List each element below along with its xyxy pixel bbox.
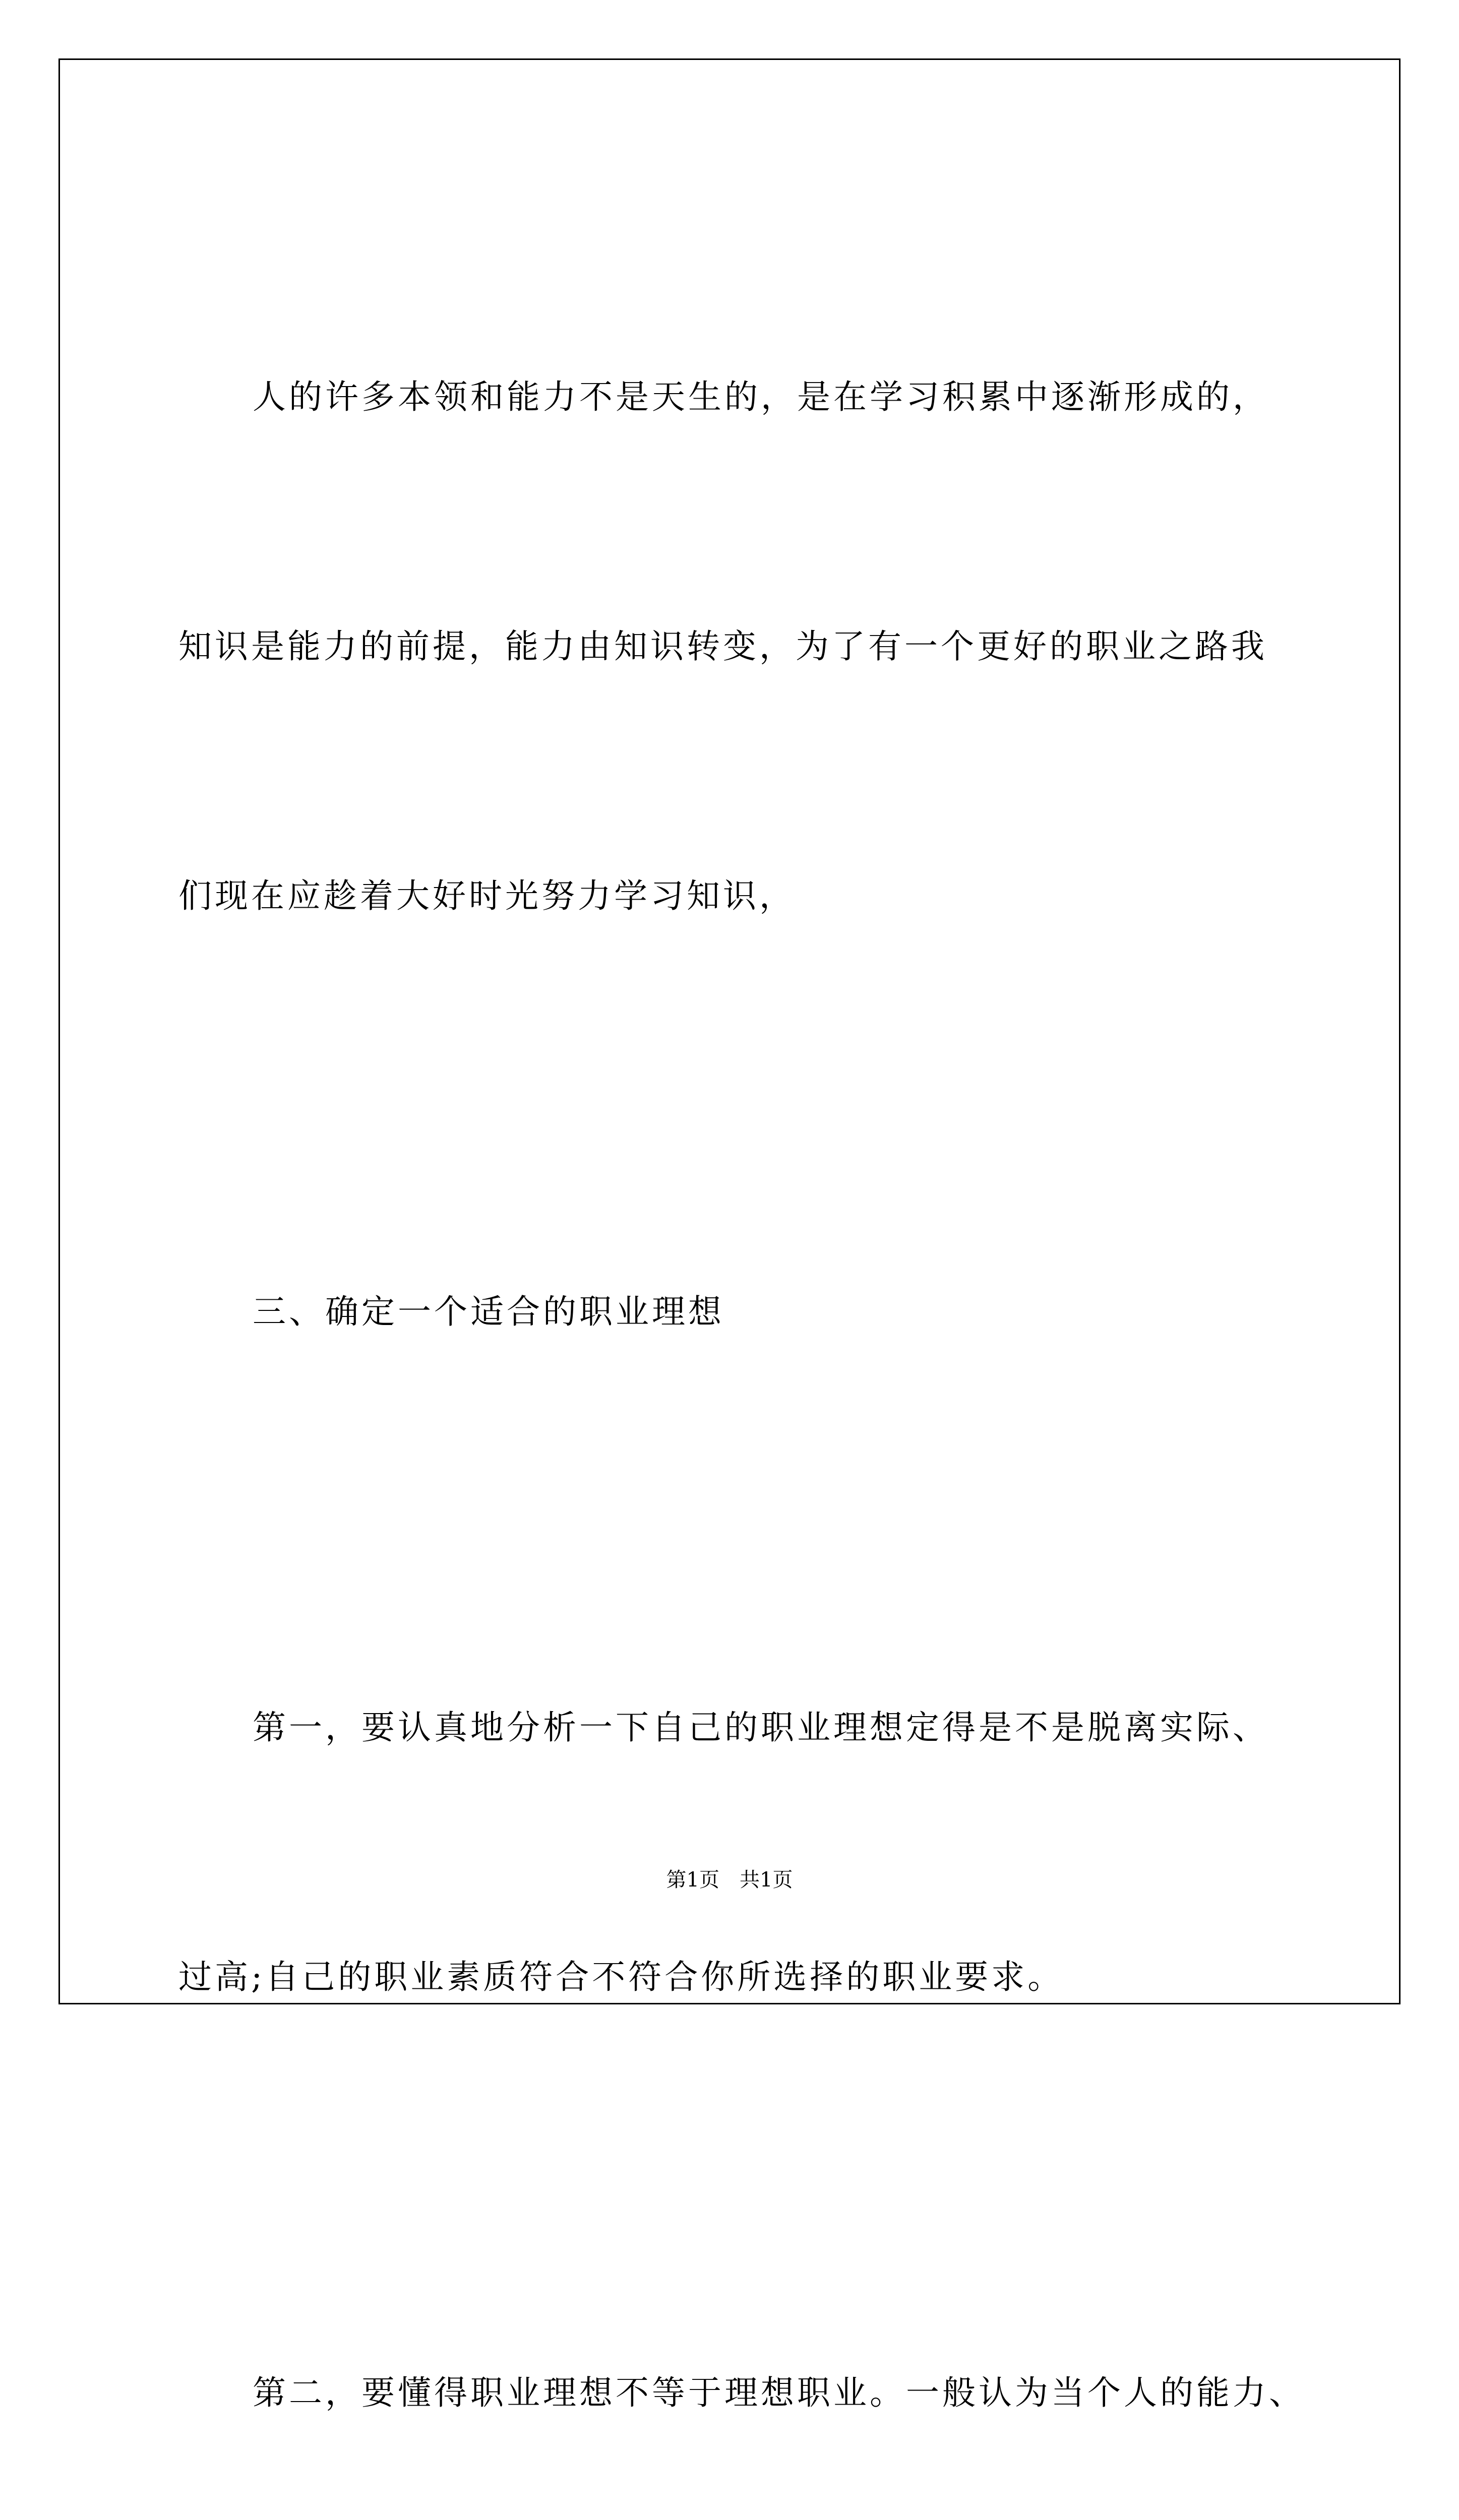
text-line: 人的许多本领和能力不是天生的，是在学习积累中逐渐形成的， — [253, 377, 1269, 416]
text-line: 们现在应趁着大好时光努力学习知识， — [178, 876, 796, 915]
text-line: 三、确定一个适合的职业理想 — [253, 1292, 724, 1331]
paragraph — [178, 1520, 1283, 2185]
page-footer — [0, 1865, 1459, 1895]
section-heading — [178, 1104, 1283, 1520]
paragraph — [178, 2185, 1305, 2520]
text-line: 第一，要认真地分析一下自己的职业理想定得是不是脱离实际、 — [253, 1708, 1269, 1747]
text-line: 第二，要懂得职业理想不等于理想职业。一般认为当个人的能力、 — [253, 2373, 1305, 2412]
paragraph — [178, 189, 1283, 1104]
text-line: 知识是能力的前提，能力由知识转变，为了有一个更好的职业之路我 — [178, 627, 1267, 666]
page-number-label: 第1页 共1页 — [666, 1868, 793, 1892]
text-line: 过高;自己的职业素质符合不符合你所选择的职业要求。 — [178, 1958, 1064, 1996]
document-body — [178, 189, 1305, 2520]
